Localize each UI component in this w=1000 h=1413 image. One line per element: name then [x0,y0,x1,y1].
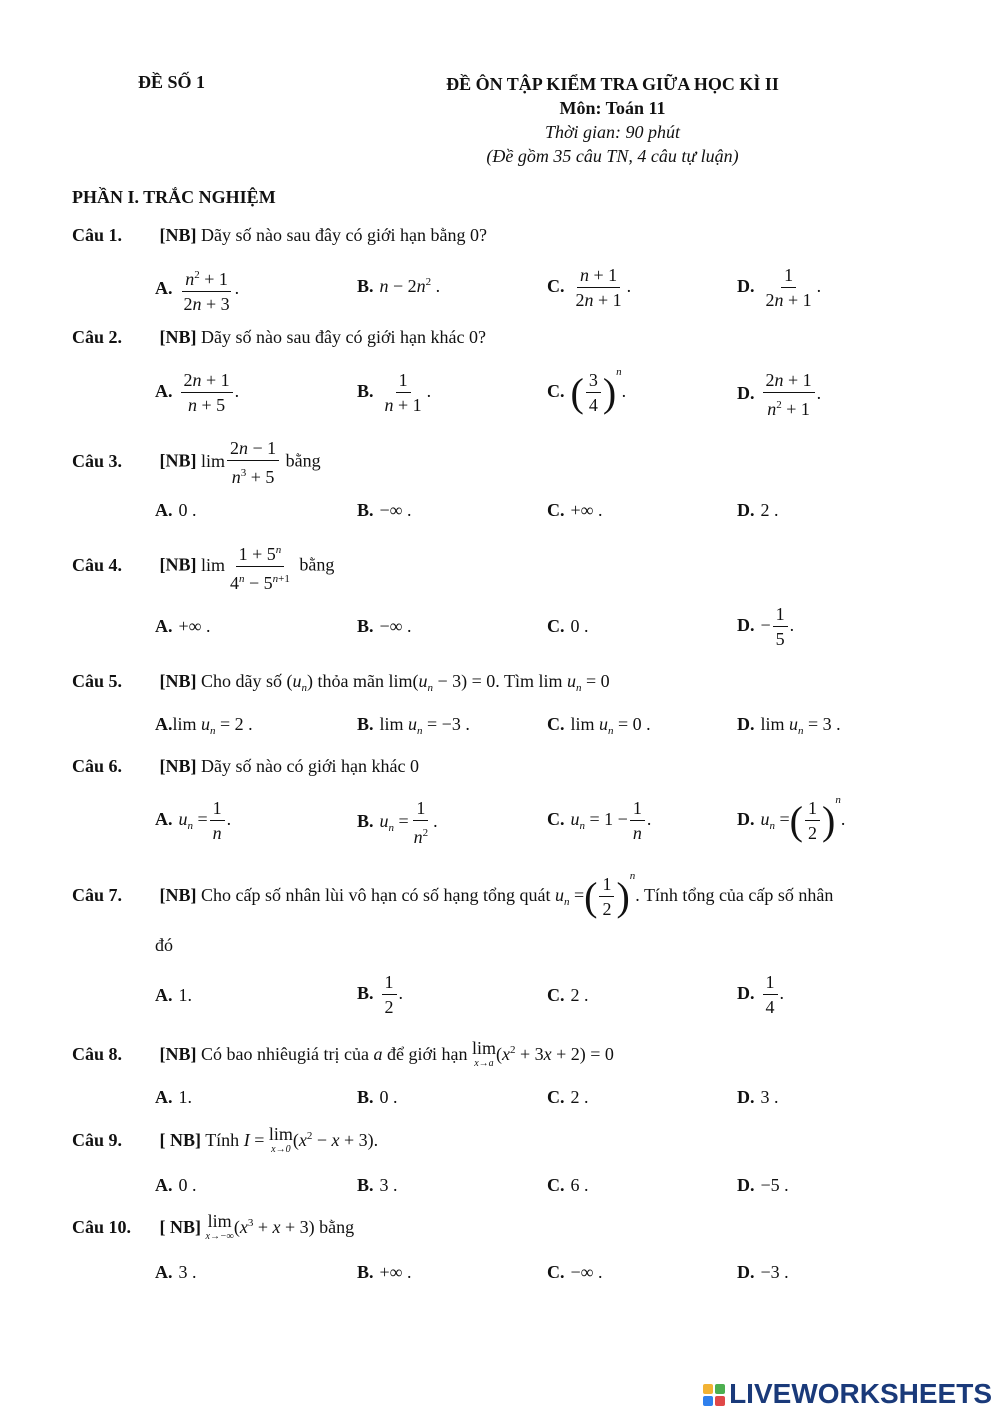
option-1b[interactable]: B. $n - 2n^2$ . [357,276,441,296]
option-4b[interactable]: B. −∞ . [357,616,412,636]
question-7: Câu 7. [NB] Cho cấp số nhân lùi vô hạn có số hạng tổng quát $u_n$ =( $\frac{1}{2}$ )$^n$. Tính tổng của cấp số nhân [72,870,834,920]
option-2c[interactable]: C. ( $\frac{3}{4}$ )$^n$. [547,366,627,416]
option-6b[interactable]: B. $u_n$ = $\frac{1}{n^2}$ . [357,798,438,847]
exam-number: ĐỀ SỐ 1 [138,72,206,92]
exam-time: Thời gian: 90 phút [544,122,681,142]
question-2: Câu 2. [NB] Dãy số nào sau đây có giới hạn khác 0? [72,327,486,347]
question-1: Câu 1. [NB] Dãy số nào sau đây có giới hạn bằng 0? [72,225,487,245]
option-2b[interactable]: B. $\frac{1}{n + 1}$ . [357,370,432,415]
option-9c[interactable]: C. 6 . [547,1175,589,1195]
option-10a[interactable]: A. 3 . [155,1262,197,1282]
option-6c[interactable]: C. $u_n = 1$ − $\frac{1}{n}$ . [547,798,652,843]
option-7c[interactable]: C. 2 . [547,985,589,1005]
liveworksheets-logo-icon [703,1384,725,1406]
option-9a[interactable]: A. 0 . [155,1175,197,1195]
option-8a[interactable]: A. 1. [155,1087,192,1107]
exam-header [425,72,800,168]
option-4a[interactable]: A. +∞ . [155,616,211,636]
option-5d[interactable]: D. $\lim u_n = 3$ . [737,714,841,737]
option-8b[interactable]: B. 0 . [357,1087,398,1107]
option-9d[interactable]: D. −5 . [737,1175,789,1195]
option-6a[interactable]: A. $u_n$ = $\frac{1}{n}$ . [155,798,232,843]
liveworksheets-logo [703,1378,992,1410]
option-8c[interactable]: C. 2 . [547,1087,589,1107]
option-10c[interactable]: C. −∞ . [547,1262,603,1282]
option-2a[interactable]: A. $\frac{2n + 1}{n + 5}$ . [155,370,240,415]
option-5c[interactable]: C. $\lim u_n = 0$ . [547,714,651,737]
option-6d[interactable]: D. $u_n$ =( $\frac{1}{2}$ )$^n$. [737,794,846,844]
option-5b[interactable]: B. $\lim u_n = -3$ . [357,714,470,737]
option-4c[interactable]: C. 0 . [547,616,589,636]
option-5a[interactable]: A.lim $u_n = 2$ . [155,714,253,737]
option-3a[interactable]: A. 0 . [155,500,197,520]
option-10d[interactable]: D. −3 . [737,1262,789,1282]
exam-note: (Đề gồm 35 câu TN, 4 câu tự luận) [486,146,739,166]
question-4: Câu 4. [NB] lim $\frac{1 + 5^n}{4^n - 5^{n+1}}$ bằng [72,540,334,593]
option-10b[interactable]: B. +∞ . [357,1262,412,1282]
option-4d[interactable]: D. − $\frac{1}{5}$ . [737,604,795,649]
option-7b[interactable]: B. $\frac{1}{2}$ . [357,972,404,1017]
option-3c[interactable]: C. +∞ . [547,500,603,520]
question-5: Câu 5. [NB] Cho dãy số $(u_n)$ thỏa mãn $\lim(u_n - 3) = 0$. Tìm $\lim u_n = 0$ [72,671,610,694]
option-7a[interactable]: A. 1. [155,985,192,1005]
question-9: Câu 9. [ NB] Tính I = lim x→0 $(x^2 - x + 3)$. [72,1124,379,1155]
option-8d[interactable]: D. 3 . [737,1087,779,1107]
option-2d[interactable]: D. $\frac{2n + 1}{n^2 + 1}$ . [737,370,822,419]
option-1a[interactable]: A. $\frac{n^2 + 1}{2n + 3}$ . [155,265,239,314]
option-1d[interactable]: D. $\frac{1}{2n + 1}$ . [737,265,822,310]
section-title: PHẦN I. TRẮC NGHIỆM [72,187,276,207]
question-8: Câu 8. [NB] Có bao nhiêugiá trị của a để giới hạn lim x→a $(x^2 + 3x + 2) = 0$ [72,1038,614,1069]
question-text: Dãy số nào sau đây có giới hạn bằng [201,225,466,245]
option-7d[interactable]: D. $\frac{1}{4}$ . [737,972,784,1017]
option-9b[interactable]: B. 3 . [357,1175,398,1195]
liveworksheets-logo-text: LIVEWORKSHEETS [729,1378,992,1409]
question-10: Câu 10. [ NB] lim x→−∞ $(x^3 + x + 3)$ bằng [72,1211,355,1242]
option-1c[interactable]: C. $\frac{n + 1}{2n + 1}$ . [547,265,632,310]
question-6: Câu 6. [NB] Dãy số nào có giới hạn khác 0 [72,756,419,776]
question-tag: [NB] [159,225,197,245]
option-3d[interactable]: D. 2 . [737,500,779,520]
question-7-cont: đó [155,935,173,955]
option-3b[interactable]: B. −∞ . [357,500,412,520]
exam-subject: Môn: Toán 11 [559,98,666,118]
question-number: Câu 1. [72,225,123,245]
exam-title: ĐỀ ÔN TẬP KIỂM TRA GIỮA HỌC KÌ II [446,74,779,94]
question-3: Câu 3. [NB] lim $\frac{2n - 1}{n^3 + 5}$ bằng [72,438,321,487]
